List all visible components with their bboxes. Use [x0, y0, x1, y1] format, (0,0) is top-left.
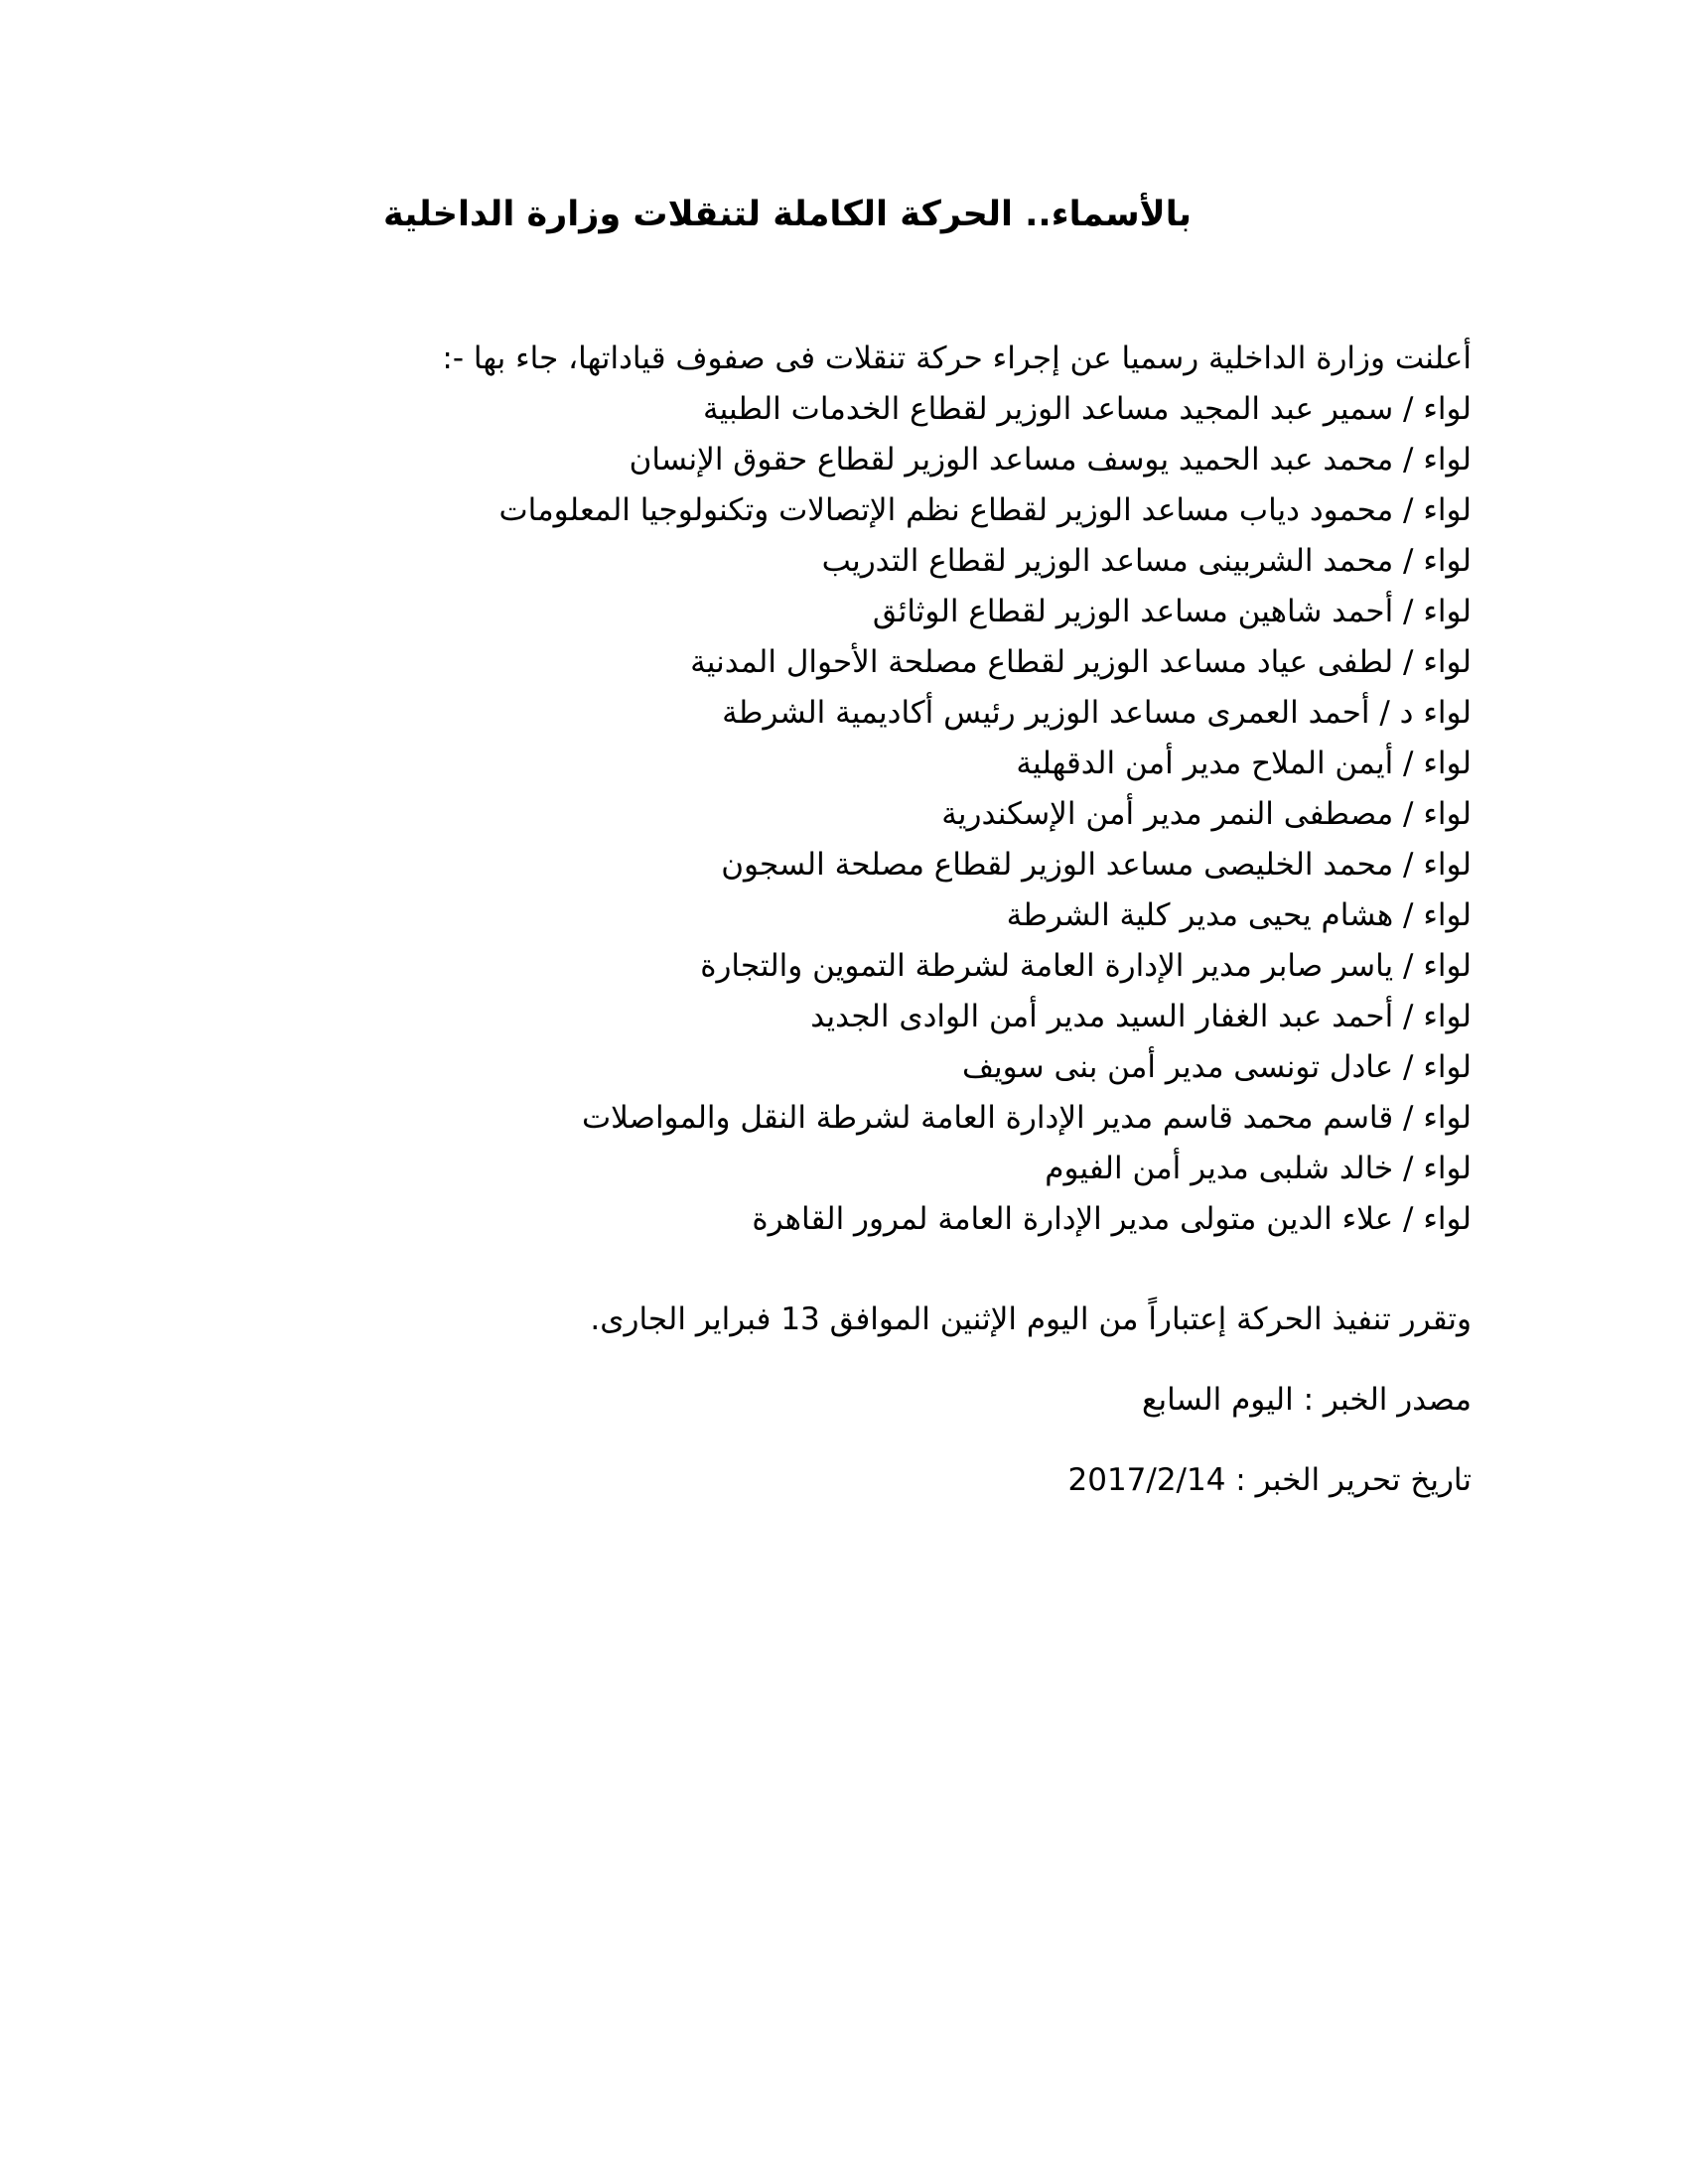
appointment-line: لواء / أحمد عبد الغفار السيد مدير أمن الوادى الجديد: [810, 999, 1472, 1034]
appointment-line: لواء / قاسم محمد قاسم مدير الإدارة العامة لشرطة النقل والمواصلات: [581, 1100, 1472, 1136]
appointment-line: لواء / محمود دياب مساعد الوزير لقطاع نظم الإتصالات وتكنولوجيا المعلومات: [498, 492, 1472, 528]
appointment-line: لواء / لطفى عياد مساعد الوزير لقطاع مصلحة الأحوال المدنية: [690, 644, 1472, 680]
appointment-line: لواء / عادل تونسى مدير أمن بنى سويف: [961, 1049, 1472, 1085]
appointment-line: لواء / خالد شلبى مدير أمن الفيوم: [1045, 1151, 1472, 1186]
effective-date-statement: وتقرر تنفيذ الحركة إعتباراً من اليوم الإثنين الموافق 13 فبراير الجارى.: [590, 1301, 1472, 1337]
appointment-line: لواء / علاء الدين متولى مدير الإدارة العامة لمرور القاهرة: [752, 1201, 1472, 1237]
appointment-line: لواء / هشام يحيى مدير كلية الشرطة: [1006, 897, 1472, 933]
appointment-line: لواء / محمد عبد الحميد يوسف مساعد الوزير لقطاع حقوق الإنسان: [629, 442, 1472, 478]
appointment-line: لواء د / أحمد العمرى مساعد الوزير رئيس أكاديمية الشرطة: [722, 695, 1472, 731]
appointment-list: [379, 384, 1472, 1245]
appointment-line: لواء / أيمن الملاح مدير أمن الدقهلية: [1016, 746, 1472, 781]
appointment-line: لواء / محمد الخليصى مساعد الوزير لقطاع مصلحة السجون: [721, 847, 1472, 883]
announcement-intro: أعلنت وزارة الداخلية رسميا عن إجراء حركة تنقلات فى صفوف قياداتها، جاء بها -:: [442, 341, 1472, 376]
announcement-body: [379, 334, 1472, 1245]
appointment-line: لواء / أحمد شاهين مساعد الوزير لقطاع الوثائق: [872, 594, 1472, 629]
appointment-line: لواء / محمد الشربينى مساعد الوزير لقطاع التدريب: [821, 543, 1472, 579]
appointment-line: لواء / سمير عبد المجيد مساعد الوزير لقطاع الخدمات الطبية: [702, 391, 1472, 427]
written-date: تاريخ تحرير الخبر : 2017/2/14: [1067, 1462, 1472, 1498]
news-source: مصدر الخبر : اليوم السابع: [1141, 1382, 1472, 1418]
appointment-line: لواء / مصطفى النمر مدير أمن الإسكندرية: [941, 796, 1472, 832]
appointment-line: لواء / ياسر صابر مدير الإدارة العامة لشرطة التموين والتجارة: [700, 948, 1472, 984]
document-title: بالأسماء.. الحركة الكاملة لتنقلات وزارة الداخلية: [382, 195, 1192, 234]
